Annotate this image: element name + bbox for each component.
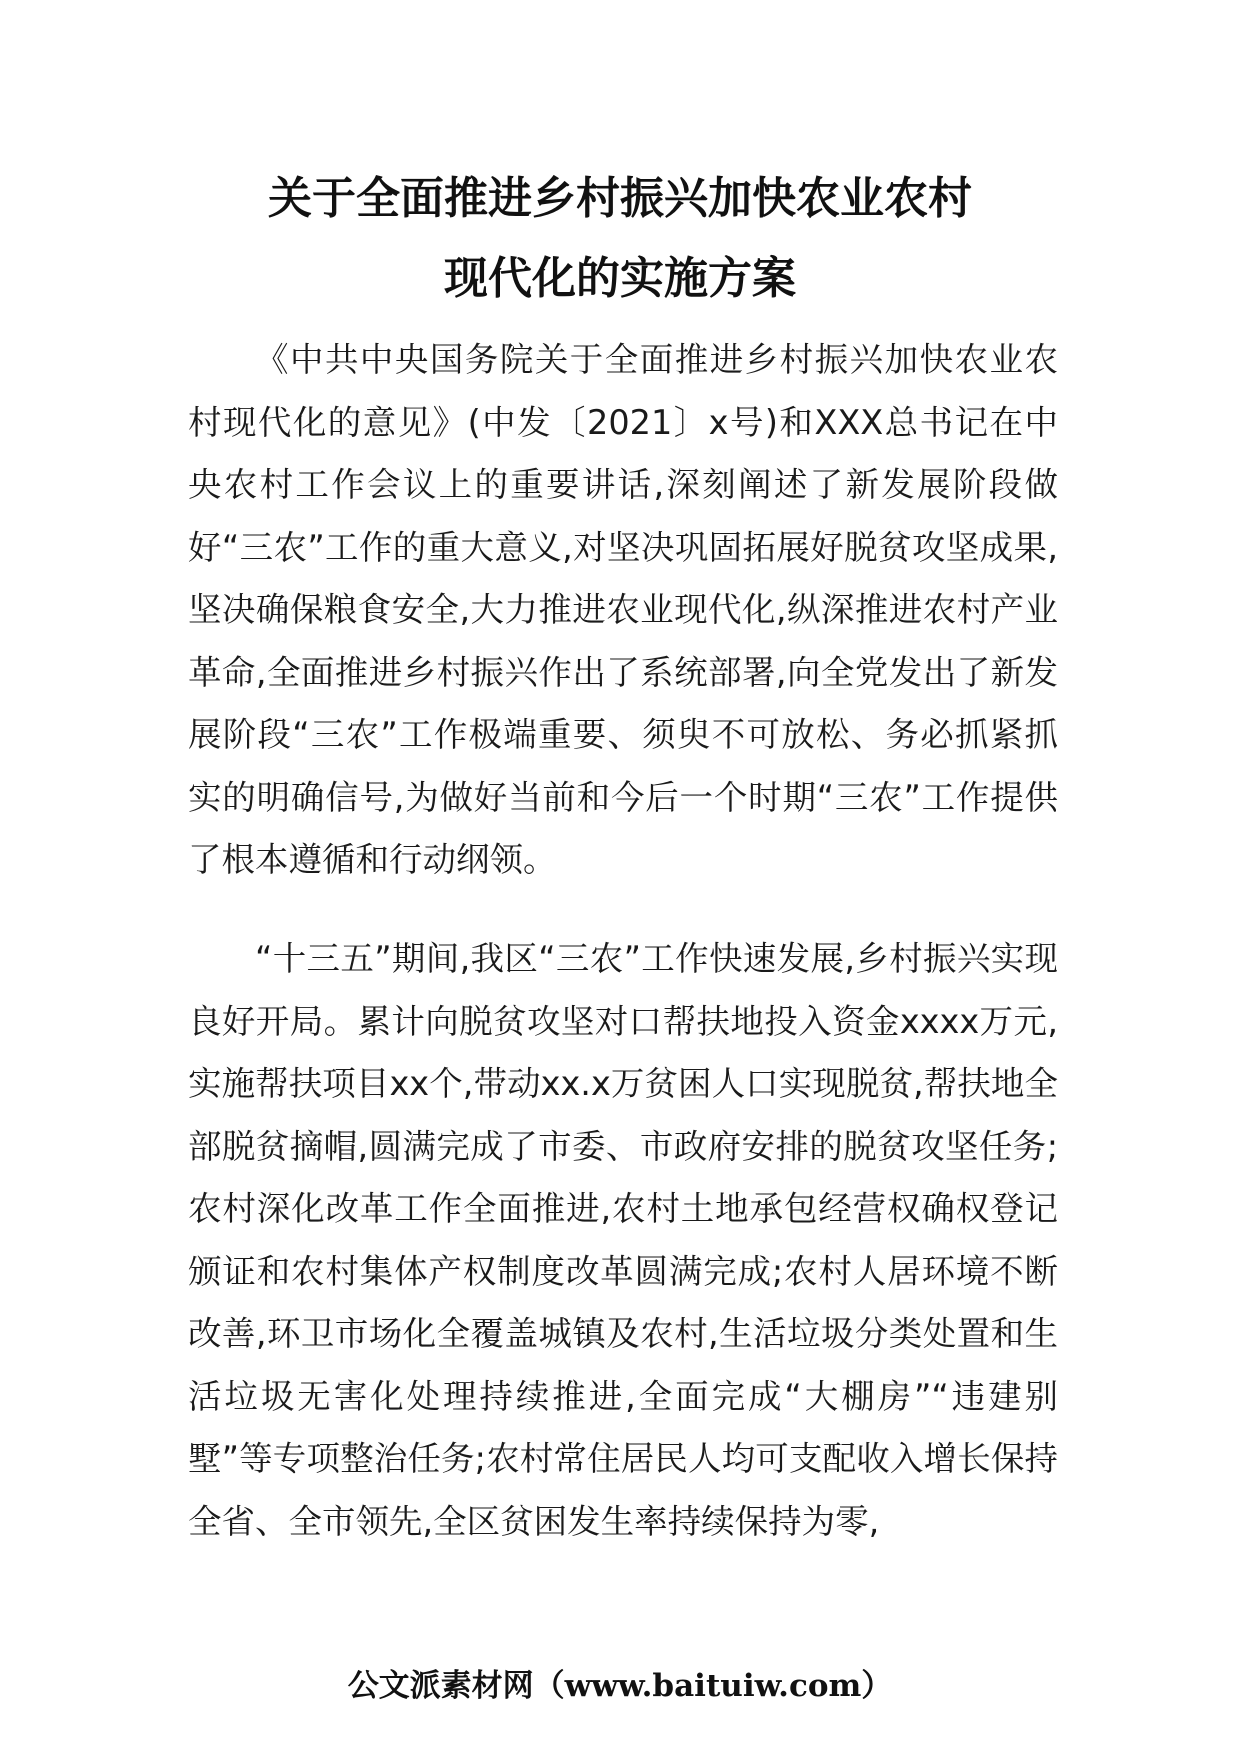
document-title-line-2: 现代化的实施方案 [444,253,796,304]
document-title-line-1: 关于全面推进乡村振兴加快农业农村 [268,173,972,224]
body-paragraph-2: “十三五”期间,我区“三农”工作快速发展,乡村振兴实现良好开局。累计向脱贫攻坚对口帮扶地投入资金xxxx万元,实施帮扶项目xx个,带动xx.x万贫困人口实现脱贫,帮扶地全部脱贫摘帽,圆满完成了市委、市政府安排的脱贫攻坚任务;农村深化改革工作全面推进,农村土地承包经营权确权登记颁证和农村集体产权制度改革圆满完成;农村人居环境不断改善,环卫市场化全覆盖城镇及农村,生活垃圾分类处置和生活垃圾无害化处理持续推进,全面完成“大棚房”“违建别墅”等专项整治任务;农村常住居民人均可支配收入增长保持全省、全市领先,全区贫困发生率持续保持为零, [188,939,1058,1541]
footer-source: 公文派素材网（www.baituiw.com） [347,1668,893,1704]
body-paragraph-1: 《中共中央国务院关于全面推进乡村振兴加快农业农村现代化的意见》(中发〔2021〕x号)和XXX总书记在中央农村工作会议上的重要讲话,深刻阐述了新发展阶段做好“三农”工作的重大意义,对坚决巩固拓展好脱贫攻坚成果,坚决确保粮食安全,大力推进农业现代化,纵深推进农村产业革命,全面推进乡村振兴作出了系统部署,向全党发出了新发展阶段“三农”工作极端重要、须臾不可放松、务必抓紧抓实的明确信号,为做好当前和今后一个时期“三农”工作提供了根本遵循和行动纲领。 [188,340,1058,879]
